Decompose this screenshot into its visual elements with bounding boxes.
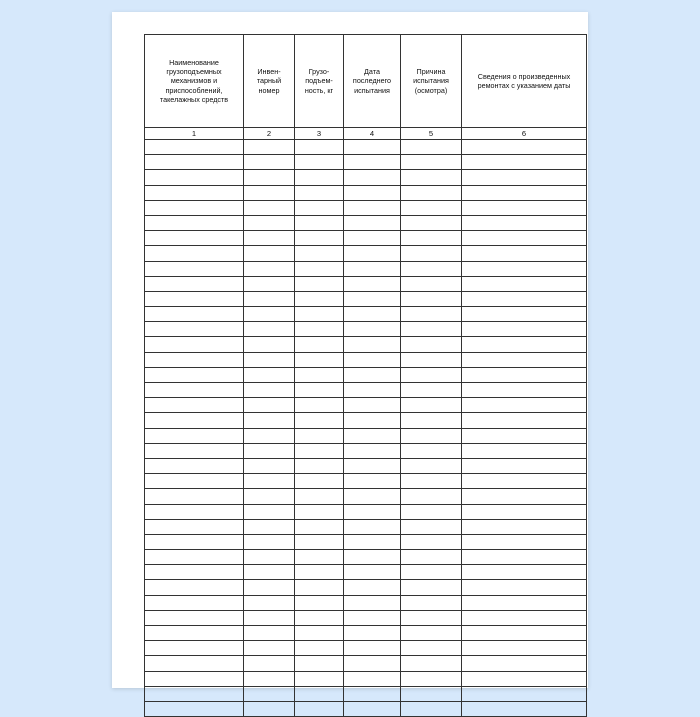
table-cell[interactable] xyxy=(462,595,587,610)
table-cell[interactable] xyxy=(295,155,344,170)
table-cell[interactable] xyxy=(145,489,244,504)
table-cell[interactable] xyxy=(401,261,462,276)
table-cell[interactable] xyxy=(401,443,462,458)
table-cell[interactable] xyxy=(462,550,587,565)
table-cell[interactable] xyxy=(244,595,295,610)
equipment-log-table xyxy=(144,34,587,717)
table-cell[interactable] xyxy=(145,215,244,230)
table-cell[interactable] xyxy=(462,155,587,170)
table-cell[interactable] xyxy=(462,626,587,641)
table-cell[interactable] xyxy=(462,519,587,534)
table-cell[interactable] xyxy=(295,367,344,382)
document-page xyxy=(112,12,588,688)
table-cell[interactable] xyxy=(344,474,401,489)
table-row[interactable] xyxy=(145,626,587,641)
table-cell[interactable] xyxy=(401,565,462,580)
table-row[interactable] xyxy=(145,398,587,413)
table-cell[interactable] xyxy=(401,170,462,185)
table-cell[interactable] xyxy=(145,428,244,443)
table-row[interactable] xyxy=(145,367,587,382)
table-cell[interactable] xyxy=(244,352,295,367)
table-cell[interactable] xyxy=(401,337,462,352)
table-cell[interactable] xyxy=(295,671,344,686)
table-cell[interactable] xyxy=(344,443,401,458)
table-cell[interactable] xyxy=(462,641,587,656)
table-cell[interactable] xyxy=(295,701,344,716)
table-cell[interactable] xyxy=(401,383,462,398)
table-cell[interactable] xyxy=(295,140,344,155)
table-cell[interactable] xyxy=(295,231,344,246)
table-row[interactable] xyxy=(145,352,587,367)
table-cell[interactable] xyxy=(401,656,462,671)
table-row[interactable] xyxy=(145,519,587,534)
table-cell[interactable] xyxy=(145,580,244,595)
table-cell[interactable] xyxy=(145,185,244,200)
table-cell[interactable] xyxy=(344,504,401,519)
table-cell[interactable] xyxy=(244,200,295,215)
table-cell[interactable] xyxy=(145,458,244,473)
table-cell[interactable] xyxy=(295,322,344,337)
table-cell[interactable] xyxy=(295,276,344,291)
table-cell[interactable] xyxy=(344,595,401,610)
table-row[interactable] xyxy=(145,291,587,306)
table-cell[interactable] xyxy=(401,519,462,534)
table-cell[interactable] xyxy=(244,610,295,625)
table-cell[interactable] xyxy=(295,519,344,534)
table-cell[interactable] xyxy=(401,626,462,641)
table-cell[interactable] xyxy=(401,641,462,656)
table-cell[interactable] xyxy=(344,458,401,473)
table-row[interactable] xyxy=(145,140,587,155)
table-cell[interactable] xyxy=(244,686,295,701)
table-cell[interactable] xyxy=(462,413,587,428)
table-cell[interactable] xyxy=(145,398,244,413)
table-cell[interactable] xyxy=(145,565,244,580)
table-cell[interactable] xyxy=(462,185,587,200)
table-cell[interactable] xyxy=(462,489,587,504)
table-cell[interactable] xyxy=(244,534,295,549)
table-cell[interactable] xyxy=(244,276,295,291)
table-cell[interactable] xyxy=(244,641,295,656)
table-cell[interactable] xyxy=(145,443,244,458)
table-cell[interactable] xyxy=(145,671,244,686)
table-row[interactable] xyxy=(145,504,587,519)
table-cell[interactable] xyxy=(145,307,244,322)
table-cell[interactable] xyxy=(462,443,587,458)
table-cell[interactable] xyxy=(462,580,587,595)
table-cell[interactable] xyxy=(462,458,587,473)
table-row[interactable] xyxy=(145,200,587,215)
table-cell[interactable] xyxy=(244,367,295,382)
table-cell[interactable] xyxy=(244,170,295,185)
table-cell[interactable] xyxy=(295,246,344,261)
table-cell[interactable] xyxy=(344,291,401,306)
table-cell[interactable] xyxy=(244,504,295,519)
table-cell[interactable] xyxy=(145,595,244,610)
table-cell[interactable] xyxy=(344,140,401,155)
table-cell[interactable] xyxy=(145,291,244,306)
table-cell[interactable] xyxy=(462,170,587,185)
table-cell[interactable] xyxy=(401,322,462,337)
header-cell-capacity: Грузо-подъем-ность, кг xyxy=(295,35,344,128)
table-cell[interactable] xyxy=(344,246,401,261)
table-cell[interactable] xyxy=(462,215,587,230)
table-cell[interactable] xyxy=(244,398,295,413)
table-cell[interactable] xyxy=(244,519,295,534)
table-cell[interactable] xyxy=(244,626,295,641)
table-cell[interactable] xyxy=(462,428,587,443)
table-cell[interactable] xyxy=(401,580,462,595)
table-cell[interactable] xyxy=(244,428,295,443)
table-cell[interactable] xyxy=(462,701,587,716)
table-cell[interactable] xyxy=(244,565,295,580)
table-cell[interactable] xyxy=(244,337,295,352)
table-row[interactable] xyxy=(145,656,587,671)
table-cell[interactable] xyxy=(344,231,401,246)
table-row[interactable] xyxy=(145,458,587,473)
table-row[interactable] xyxy=(145,413,587,428)
table-cell[interactable] xyxy=(295,398,344,413)
table-cell[interactable] xyxy=(145,641,244,656)
table-cell[interactable] xyxy=(462,337,587,352)
table-cell[interactable] xyxy=(145,701,244,716)
table-cell[interactable] xyxy=(145,246,244,261)
table-row[interactable] xyxy=(145,261,587,276)
table-cell[interactable] xyxy=(344,383,401,398)
table-row[interactable] xyxy=(145,155,587,170)
table-cell[interactable] xyxy=(344,489,401,504)
table-row[interactable] xyxy=(145,534,587,549)
table-cell[interactable] xyxy=(244,307,295,322)
header-row xyxy=(145,35,587,128)
table-cell[interactable] xyxy=(462,610,587,625)
table-cell[interactable] xyxy=(344,200,401,215)
column-number-row xyxy=(145,128,587,140)
table-cell[interactable] xyxy=(244,701,295,716)
table-cell[interactable] xyxy=(401,352,462,367)
table-cell[interactable] xyxy=(462,231,587,246)
table-cell[interactable] xyxy=(462,656,587,671)
table-row[interactable] xyxy=(145,671,587,686)
table-cell[interactable] xyxy=(344,170,401,185)
table-cell[interactable] xyxy=(244,474,295,489)
table-cell[interactable] xyxy=(401,550,462,565)
table-cell[interactable] xyxy=(244,246,295,261)
table-cell[interactable] xyxy=(295,550,344,565)
table-cell[interactable] xyxy=(295,580,344,595)
table-cell[interactable] xyxy=(295,504,344,519)
table-cell[interactable] xyxy=(401,215,462,230)
table-cell[interactable] xyxy=(462,261,587,276)
table-cell[interactable] xyxy=(145,367,244,382)
table-row[interactable] xyxy=(145,428,587,443)
header-cell-last-test-date: Дата последнего испытания xyxy=(344,35,401,128)
table-cell[interactable] xyxy=(145,140,244,155)
table-row[interactable] xyxy=(145,474,587,489)
table-row[interactable] xyxy=(145,185,587,200)
table-cell[interactable] xyxy=(462,276,587,291)
table-cell[interactable] xyxy=(145,550,244,565)
table-cell[interactable] xyxy=(295,458,344,473)
table-row[interactable] xyxy=(145,641,587,656)
table-cell[interactable] xyxy=(244,215,295,230)
table-row[interactable] xyxy=(145,610,587,625)
table-cell[interactable] xyxy=(295,565,344,580)
table-cell[interactable] xyxy=(145,337,244,352)
table-cell[interactable] xyxy=(462,352,587,367)
table-cell[interactable] xyxy=(344,352,401,367)
column-number-6: 6 xyxy=(462,128,587,140)
table-cell[interactable] xyxy=(401,686,462,701)
table-cell[interactable] xyxy=(295,474,344,489)
table-cell[interactable] xyxy=(462,534,587,549)
table-cell[interactable] xyxy=(295,626,344,641)
column-number-4: 4 xyxy=(344,128,401,140)
table-row[interactable] xyxy=(145,246,587,261)
table-cell[interactable] xyxy=(295,686,344,701)
table-cell[interactable] xyxy=(344,534,401,549)
table-cell[interactable] xyxy=(295,534,344,549)
table-cell[interactable] xyxy=(344,519,401,534)
table-cell[interactable] xyxy=(344,565,401,580)
table-cell[interactable] xyxy=(344,307,401,322)
table-cell[interactable] xyxy=(462,474,587,489)
table-cell[interactable] xyxy=(462,291,587,306)
table-cell[interactable] xyxy=(344,398,401,413)
table-cell[interactable] xyxy=(462,200,587,215)
header-cell-name: Наименование грузоподъемных механизмов и приспособлений, такелажных средств xyxy=(145,35,244,128)
table-cell[interactable] xyxy=(145,626,244,641)
table-cell[interactable] xyxy=(462,140,587,155)
table-row[interactable] xyxy=(145,276,587,291)
table-cell[interactable] xyxy=(344,671,401,686)
table-cell[interactable] xyxy=(145,519,244,534)
table-cell[interactable] xyxy=(295,291,344,306)
table-cell[interactable] xyxy=(401,367,462,382)
table-row[interactable] xyxy=(145,170,587,185)
table-cell[interactable] xyxy=(401,140,462,155)
table-cell[interactable] xyxy=(344,428,401,443)
table-cell[interactable] xyxy=(401,155,462,170)
table-cell[interactable] xyxy=(462,383,587,398)
table-cell[interactable] xyxy=(462,504,587,519)
table-cell[interactable] xyxy=(295,200,344,215)
table-cell[interactable] xyxy=(295,352,344,367)
table-cell[interactable] xyxy=(344,215,401,230)
table-cell[interactable] xyxy=(401,185,462,200)
table-row[interactable] xyxy=(145,580,587,595)
table-cell[interactable] xyxy=(295,307,344,322)
table-cell[interactable] xyxy=(145,474,244,489)
table-cell[interactable] xyxy=(145,276,244,291)
table-cell[interactable] xyxy=(244,383,295,398)
table-cell[interactable] xyxy=(244,155,295,170)
table-cell[interactable] xyxy=(244,291,295,306)
table-cell[interactable] xyxy=(295,170,344,185)
table-cell[interactable] xyxy=(344,367,401,382)
table-cell[interactable] xyxy=(145,231,244,246)
table-cell[interactable] xyxy=(344,155,401,170)
table-cell[interactable] xyxy=(344,322,401,337)
table-cell[interactable] xyxy=(244,550,295,565)
table-row[interactable] xyxy=(145,701,587,716)
table-cell[interactable] xyxy=(244,185,295,200)
table-cell[interactable] xyxy=(344,701,401,716)
table-cell[interactable] xyxy=(145,610,244,625)
table-cell[interactable] xyxy=(462,686,587,701)
table-cell[interactable] xyxy=(401,671,462,686)
table-cell[interactable] xyxy=(244,656,295,671)
table-cell[interactable] xyxy=(244,231,295,246)
table-row[interactable] xyxy=(145,595,587,610)
table-cell[interactable] xyxy=(295,641,344,656)
table-cell[interactable] xyxy=(462,246,587,261)
table-cell[interactable] xyxy=(401,428,462,443)
table-cell[interactable] xyxy=(401,200,462,215)
table-cell[interactable] xyxy=(401,504,462,519)
table-row[interactable] xyxy=(145,443,587,458)
table-cell[interactable] xyxy=(295,656,344,671)
table-cell[interactable] xyxy=(145,534,244,549)
table-cell[interactable] xyxy=(244,580,295,595)
table-cell[interactable] xyxy=(462,398,587,413)
header-cell-repairs-info: Сведения о произведенных ремонтах с указанием даты xyxy=(462,35,587,128)
table-cell[interactable] xyxy=(401,489,462,504)
table-row[interactable] xyxy=(145,565,587,580)
table-cell[interactable] xyxy=(401,595,462,610)
table-cell[interactable] xyxy=(244,458,295,473)
table-cell[interactable] xyxy=(295,185,344,200)
table-cell[interactable] xyxy=(295,428,344,443)
table-cell[interactable] xyxy=(401,458,462,473)
table-cell[interactable] xyxy=(295,383,344,398)
table-row[interactable] xyxy=(145,231,587,246)
column-number-5: 5 xyxy=(401,128,462,140)
table-cell[interactable] xyxy=(401,701,462,716)
table-cell[interactable] xyxy=(145,261,244,276)
table-cell[interactable] xyxy=(344,580,401,595)
table-cell[interactable] xyxy=(344,686,401,701)
table-cell[interactable] xyxy=(295,595,344,610)
table-cell[interactable] xyxy=(344,261,401,276)
table-cell[interactable] xyxy=(295,261,344,276)
table-cell[interactable] xyxy=(344,337,401,352)
table-cell[interactable] xyxy=(295,413,344,428)
table-cell[interactable] xyxy=(295,610,344,625)
table-cell[interactable] xyxy=(145,656,244,671)
column-number-2: 2 xyxy=(244,128,295,140)
table-cell[interactable] xyxy=(244,489,295,504)
table-cell[interactable] xyxy=(145,504,244,519)
column-number-3: 3 xyxy=(295,128,344,140)
table-cell[interactable] xyxy=(244,140,295,155)
table-cell[interactable] xyxy=(462,565,587,580)
table-cell[interactable] xyxy=(145,170,244,185)
table-cell[interactable] xyxy=(145,352,244,367)
table-row[interactable] xyxy=(145,686,587,701)
table-cell[interactable] xyxy=(244,261,295,276)
table-cell[interactable] xyxy=(295,337,344,352)
table-cell[interactable] xyxy=(344,656,401,671)
table-cell[interactable] xyxy=(244,671,295,686)
table-cell[interactable] xyxy=(401,276,462,291)
table-cell[interactable] xyxy=(344,185,401,200)
table-cell[interactable] xyxy=(462,307,587,322)
table-cell[interactable] xyxy=(295,215,344,230)
table-cell[interactable] xyxy=(244,443,295,458)
table-cell[interactable] xyxy=(401,307,462,322)
table-cell[interactable] xyxy=(145,200,244,215)
table-body xyxy=(145,128,587,717)
table-cell[interactable] xyxy=(344,550,401,565)
table-row[interactable] xyxy=(145,322,587,337)
table-cell[interactable] xyxy=(344,610,401,625)
table-row[interactable] xyxy=(145,550,587,565)
header-cell-test-reason: Причина испытания (осмотра) xyxy=(401,35,462,128)
table-cell[interactable] xyxy=(401,398,462,413)
table-cell[interactable] xyxy=(145,686,244,701)
table-cell[interactable] xyxy=(344,413,401,428)
table-cell[interactable] xyxy=(145,413,244,428)
table-cell[interactable] xyxy=(244,322,295,337)
table-cell[interactable] xyxy=(145,383,244,398)
table-row[interactable] xyxy=(145,489,587,504)
table-cell[interactable] xyxy=(401,474,462,489)
table-row[interactable] xyxy=(145,383,587,398)
table-cell[interactable] xyxy=(295,443,344,458)
table-cell[interactable] xyxy=(401,231,462,246)
table-cell[interactable] xyxy=(344,276,401,291)
header-cell-inventory-number: Инвен-тарный номер xyxy=(244,35,295,128)
table-cell[interactable] xyxy=(145,155,244,170)
column-number-1: 1 xyxy=(145,128,244,140)
table-cell[interactable] xyxy=(401,610,462,625)
table-row[interactable] xyxy=(145,307,587,322)
table-cell[interactable] xyxy=(462,671,587,686)
table-cell[interactable] xyxy=(401,291,462,306)
table-cell[interactable] xyxy=(462,367,587,382)
table-row[interactable] xyxy=(145,215,587,230)
table-header xyxy=(145,35,587,128)
table-cell[interactable] xyxy=(344,626,401,641)
table-cell[interactable] xyxy=(344,641,401,656)
table-cell[interactable] xyxy=(401,413,462,428)
table-row[interactable] xyxy=(145,337,587,352)
table-cell[interactable] xyxy=(401,534,462,549)
table-cell[interactable] xyxy=(401,246,462,261)
table-cell[interactable] xyxy=(462,322,587,337)
table-cell[interactable] xyxy=(244,413,295,428)
table-cell[interactable] xyxy=(145,322,244,337)
table-cell[interactable] xyxy=(295,489,344,504)
